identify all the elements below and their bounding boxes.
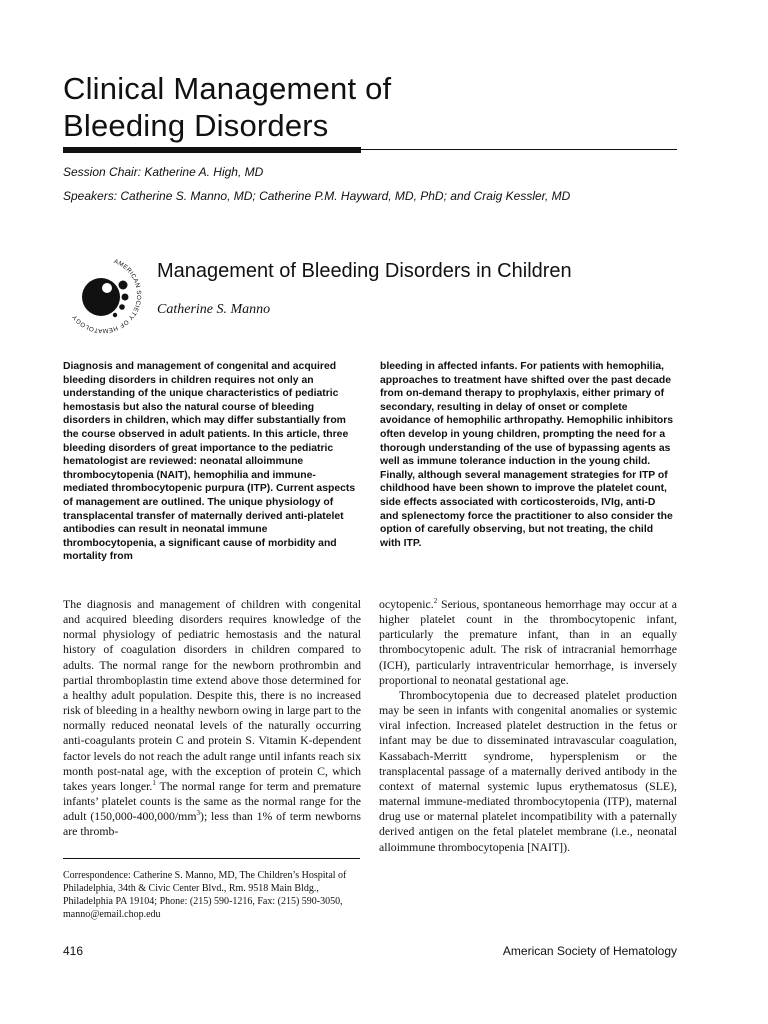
title-rule-thin [361,149,677,150]
page-title [63,70,623,144]
logo-small-cell-1 [119,281,128,290]
title-line-1: Clinical Management of [63,71,392,106]
body-column-2 [379,597,677,855]
abstract-column-2: bleeding in affected infants. For patients with hemophilia, approaches to treatment have shifted over the past decade from on-demand therapy to prophylaxis, either primary of secondary, resulting in delay of onset or complete avoidance of hemophilic arthropathy. Hemophilic inhibitors often develop in young children, prompting the need for a thorough understanding of the use of bypassing agents as well as immune tolerance induction in the young child. Finally, although several management strategies for ITP of childhood have been shown to improve the platelet count, side effects associated with corticosteroids, IVIg, anti-D and splenectomy force the practitioner to also consider the option of carefully observing, but not treating, the child with ITP. [380,361,674,549]
title-rule-thick [63,147,361,153]
footnote-divider [63,858,360,859]
logo-small-cell-2 [122,294,129,301]
body-column-1 [63,597,361,840]
body-paragraph: The diagnosis and management of children with congenital and acquired bleeding disorders requires knowledge of the normal physiology of pediatric hemostasis and the natural history of coagulation disorders in children compared to adults. The normal range for the newborn prothrombin and partial thromboplastin time extend above those determined for a healthy adult population. Despite this, there is no increased risk of bleeding in a healthy newborn owing in large part to the normally reduced neonatal levels of the naturally occurring anti-coagulants protein C and protein S. Vitamin K-dependent factor levels do not reach the adult range until infants reach six month post-natal age, with the exception of protein C, which takes years longer.$^1$ The normal range for term and premature infants’ platelet counts is the same as the normal range for the adult $(150,000-400,000/mm^3)$; less than 1% of term newborns are thromb- [63,597,361,839]
article-author: Catherine S. Manno [157,302,271,317]
logo-small-cell-4 [113,313,117,317]
logo-small-cell-3 [119,304,125,310]
logo-large-cell [82,278,120,316]
journal-name: American Society of Hematology [502,944,677,958]
hematology-society-seal-icon [63,255,143,335]
logo-cell-highlight [102,283,112,293]
body-paragraph: Thrombocytopenia due to decreased platelet production may be seen in infants with congenital anomalies or systemic viral infection. Increased platelet destruction in the fetus or infant may be due to disseminated intravascular coagulation, Kassabach-Merritt syndrome, hypersplenism or the transplacental passage of a maternally derived antibody in the context of maternal systemic lupus erythematosus (SLE), maternal immune-mediated thrombocytopenia (ITP), maternal drug use or maternal platelet incompatibility with a paternally derived antigen on the fetal platelet membrane (i.e., neonatal alloimmune thrombocytopenia [NAIT]). [379,687,677,854]
abstract-column-1: Diagnosis and management of congenital and acquired bleeding disorders in children requires not only an understanding of the unique characteristics of pediatric hemostasis but also the natural course of bleeding disorders in children, which may differ substantially from the course observed in adult patients. In this article, three bleeding disorders of great importance to the pediatric hematologist are reviewed: neonatal alloimmune thrombocytopenia (NAIT), hemophilia and immune-mediated thrombocytopenic purpura (ITP). Current aspects of management are outlined. The unique physiology of transplacental transfer of maternally derived anti-platelet antibodies can result in neonatal immune thrombocytopenia, a significant cause of morbidity and mortality from [63,361,356,563]
title-line-2: Bleeding Disorders [63,108,329,143]
logo-ring-text: AMERICAN SOCIETY OF HEMATOLOGY [71,257,143,335]
speakers: Speakers: Catherine S. Manno, MD; Catherine P.M. Hayward, MD, PhD; and Craig Kessler, MD [63,189,571,203]
article-title: Management of Bleeding Disorders in Children [157,260,572,282]
session-chair: Session Chair: Katherine A. High, MD [63,165,264,179]
page-number: 416 [63,944,84,958]
body-paragraph: ocytopenic.$^2$ Serious, spontaneous hemorrhage may occur at a higher platelet count in the thrombocytopenic infant, particularly the premature infant, than in an equally thrombocytopenic adult. The risk of intracranial hemorrhage (ICH), particularly intraventricular hemorrhage, is inversely proportional to neonatal gestational age. [379,597,677,687]
correspondence-footnote: Correspondence: Catherine S. Manno, MD, The Children’s Hospital of Philadelphia, 34th & Civic Center Blvd., Rm. 9518 Main Bldg., Philadelphia PA 19104; Phone: (215) 590-1216, Fax: (215) 590-3050, manno@email.chop.edu [63,870,347,920]
